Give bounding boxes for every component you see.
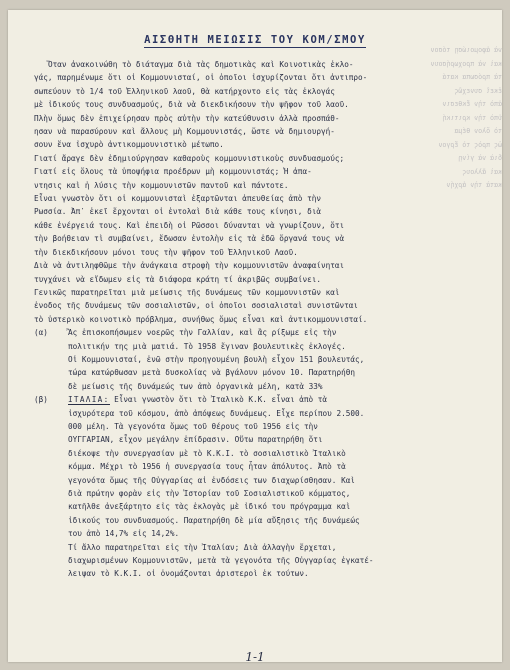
paragraph — [34, 259, 488, 326]
document-page — [8, 10, 502, 662]
bleed-line: ὑπὸ τὴν κριτική — [442, 113, 502, 122]
text-line: σουν ἕνα ἰσχυρὸ ἀντικομμουνιστικὸ μέτωπο. — [34, 140, 224, 150]
text-line: Γενικῶς παρατηρεῖται μιὰ μείωσις τῆς δυνάμεως τῶν κομμουνιστῶν καὶ — [34, 287, 340, 297]
text-line: ησαν νὰ παρασύρουν καὶ ἄλλους μὴ Κομμουνιστάς, ὥστε νὰ δημιουργή- — [34, 127, 335, 137]
text-line: ἐνοδος τῆς δυνάμεως τῶν σοσιαλιστῶν, οἱ ὁποῖοι σοσιαλισταὶ συνιστῶνται — [34, 301, 358, 311]
text-line: δὲ μείωσις τῆς δυνάμεώς των ἀπὸ ὀργανικὰ μέλη, κατὰ 33% — [68, 381, 323, 391]
text-line: διαχωρισμένων Κομμουνιστῶν, μετὰ τὰ γεγονότα τῆς Οὐγγαρίας ἐγκατέ- — [68, 556, 374, 566]
text-line: Ρωσσία. Ἀπ᾽ ἐκεῖ ἔρχονται οἱ ἐντολαὶ διὰ κάθε τους κίνησι, διὰ — [34, 207, 321, 217]
text-line: τώρα κατώρθωσαν μετὰ δυσκολίας νὰ βγάλουν μόνον 10. Παρατηρήθη — [68, 368, 355, 378]
closing-paragraph — [34, 541, 488, 581]
text-line: του ἀπὸ 14,7% εἰς 14,2%. — [68, 529, 180, 539]
paragraph — [34, 152, 488, 192]
text-line: τὸ ὑστερικὸ κοινοτικὸ πρόβλημα, συνήθως ὅμως εἶναι καὶ ἀντικομμουνισταί. — [34, 314, 368, 324]
paragraph — [34, 192, 488, 259]
bleed-line: ἐκεῖ συνεχῶς — [454, 86, 502, 95]
bleed-line: καὶ ἄλλους — [462, 167, 502, 176]
text-line: ἰδικούς του συνδυασμούς. Παρατηρήθη δὲ μία αὔξησις τῆς δυνάμεώς — [68, 515, 360, 525]
text-line: ἰσχυρότερα τοῦ κόσμου, ἀπὸ ἀπόψεως δυνάμεως. Εἶχε περίπου 2.500. — [68, 408, 365, 418]
text-line: ντησις καὶ ἡ λύσις τὴν κομμουνιστῶν παντοῦ καὶ πάντοτε. — [34, 180, 289, 190]
bleed-line: καὶ νὰ προχωρήσουν — [430, 59, 502, 68]
bleed-line: διὰ νὰ γίνῃ — [458, 154, 502, 162]
text-fragment: Εἶναι γνωστὸν ὅτι τὸ Ἰταλικὸ Κ.Κ. εἶναι ἀπὸ τὰ — [109, 395, 328, 405]
list-marker: (α) — [34, 328, 48, 338]
text-line: Διὰ νὰ ἀντιληφθῶμε τὴν ἀνάγκαια στροφὴ τὴν κομμουνιστῶν ἀναφαίνηται — [34, 261, 345, 271]
bleed-line: νὰ ἀφομοιώσῃ τόσον — [430, 46, 502, 54]
list-item-france — [34, 326, 488, 393]
text-line: διὰ πρώτην φορὰν εἰς τὴν Ἱστορίαν τοῦ Σοσιαλιστικοῦ κόμματος, — [68, 489, 351, 498]
bleed-line: ἀπὸ τὴν ἔκθεσιν — [442, 100, 502, 108]
document-title — [8, 34, 502, 46]
text-line: Ἂς ἐπισκοπήσωμεν νοερῶς τὴν Γαλλίαν, καὶ ἂς ρίξωμε εἰς τὴν — [68, 328, 337, 338]
bleed-line: κατὰ τὴν ἀρχήν — [446, 181, 502, 189]
text-line: γάς, παρημένωμε ὅτι οἱ Κομμουνισταί, οἱ ὁποῖοι ἰσχυρίζονται ὅτι ἀντιπρο- — [34, 73, 368, 83]
text-line: κόμμα. Μέχρι τὸ 1956 ἡ συνεργασία τους ἦταν ἀπόλυτος. Ἀπὸ τὰ — [68, 462, 346, 472]
text-line: σωπεύουν τὸ 1/4 τοῦ Ἑλληνικοῦ λαοῦ, θὰ κατήρχοντο εἰς τὰς ἐκλογάς — [34, 86, 335, 96]
list-item-italy — [34, 393, 488, 540]
text-line: Γιατί ἄραγε δὲν ἐδημιούργησαν καθαροὺς κομμουνιστικοὺς συνδυασμούς; — [34, 153, 345, 163]
text-line: Οἱ Κομμουνισταί, ἐνῶ στὴν προηγουμένη βουλὴ εἶχον 151 βουλευτάς, — [68, 354, 365, 364]
page-number: 1-1 — [245, 650, 265, 662]
document-title-text: ΑΙΣΘΗΤΗ ΜΕΙΩΣΙΣ ΤΟΥ ΚΟΜ/ΣΜΟΥ — [144, 34, 366, 46]
section-heading-italy: ΙΤΑΛΙΑ: — [68, 395, 110, 405]
text-line: κάθε ἐνέργειά τους. Καὶ ἐπειδὴ οἱ Ρῶσσοι δύνανται νὰ γνωρίζουν, ὅτι — [34, 220, 345, 230]
text-line: 000 μέλη. Τὰ γεγονότα ὅμως τοῦ θέρους τοῦ 1956 εἰς τὴν — [68, 421, 318, 431]
text-line: πολιτικήν της μιὰ ματιά. Τὸ 1958 ἔγιναν βουλευτικὲς ἐκλογές. — [68, 341, 346, 351]
text-line: Ὅταν ἀνακοινώθη τὸ διάταγμα διὰ τὰς δημοτικὰς καὶ Κοινοτικὰς ἐκλο- — [48, 60, 354, 69]
text-line: κατῆλθε ἀνεξάρτητο εἰς τὰς ἐκλογὰς μὲ ἰδικό του πρόγραμμα καὶ — [68, 502, 351, 512]
text-line: μὲ ἰδικούς τους συνδυασμούς, διὰ νὰ διεκδικήσουν τὴν ψῆφον τοῦ λαοῦ. — [34, 100, 349, 110]
document-body — [34, 58, 488, 581]
list-marker: (β) — [34, 395, 48, 405]
text-line: τὴν διεκδικήσουν μόνοι τους τὴν ψῆφον τοῦ Ἑλληνικοῦ Λαοῦ. — [34, 247, 298, 257]
text-line — [34, 393, 488, 406]
text-line: Εἶναι γνωστὸν ὅτι οἱ κομμουνισταὶ ἐξαρτῶνται ἀπευθείας ἀπὸ τὴν — [34, 194, 321, 204]
paragraph — [34, 58, 488, 152]
text-line: ΟΥΓΓΑΡΙΑΝ, εἶχον μεγάλην ἐπίδρασιν. Οὕτω παρατηρήθη ὅτι — [68, 435, 323, 445]
text-line: Γιατί εἰς ὅλους τὰ ὑποψήφια προέδρων μὴ κομμουνιστάς; Ἡ ἀπα- — [34, 167, 312, 177]
text-line: τὴν βοήθειαν τὶ συμβαίνει, ἔδωσαν ἐντολὴν εἰς τὰ ἐδῶ ὄργανά τους νὰ — [34, 234, 345, 244]
bleed-line: ὡς πρὸς τὸ ἔργον — [438, 140, 502, 149]
bleed-line: τὰ πρόσωπα κατά — [442, 73, 502, 81]
bleed-line: τὸ ὅλον θέμα — [454, 127, 502, 135]
text-line: τυγχάνει νὰ εἴδωμεν εἰς τὰ διάφορα κράτη τί ἀκριβῶς συμβαίνει. — [34, 274, 321, 284]
text-line: γεγονότα ὅμως τῆς Οὐγγαρίας αἱ ἐνδόσεις των διαχωρίσθησαν. Καὶ — [68, 475, 355, 485]
text-line: λειψαν τὸ Κ.Κ.Ι. οἱ ὀνομάζονται ἀριστεροὶ ἐκ τούτων. — [68, 569, 309, 579]
text-line: Πλὴν ὅμως δὲν ἐπιχείρησαν πρὸς αὐτὴν τὴν κατεύθυνσιν ἀλλὰ προσπάθ- — [34, 113, 340, 123]
text-line: διέκοψε τὴν συνεργασίαν μὲ τὸ Κ.Κ.Ι. τὸ σοσιαλιστικὸ Ἰταλικὸ — [68, 448, 346, 458]
text-line: Τί ἄλλο παρατηρεῖται εἰς τὴν Ἰταλίαν; Διὰ ἀλλαγὴν ἔρχεται, — [68, 542, 337, 552]
